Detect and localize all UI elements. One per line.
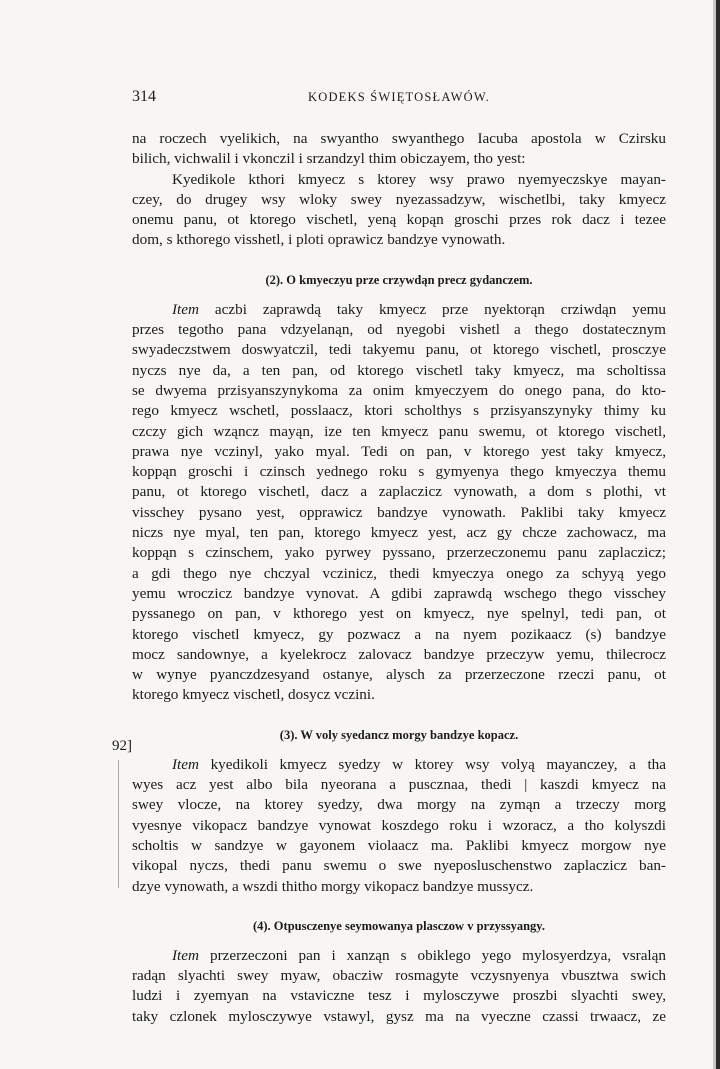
line-text: niczs nye myal, ten pan, ktorego kmyecz yest, acz gy chcze zachowacz, ma (132, 524, 666, 542)
line-text: radąn slyachti swey myaw, obacziw rosmagyte vczysnyenya vbusztwa swich (132, 967, 666, 985)
text-line (132, 401, 666, 421)
line-text: prawa nye vczinyl, yako myal. Tedi on pan, v ktorego yest taky kmyecz, (132, 442, 666, 460)
line-text: kyedikoli kmyecz syedzy w ktorey wsy volyą mayanczey, a tha (199, 755, 666, 773)
line-text: koppąn groschi i czinsch yednego roku s gymyenya thego kmyeczya themu (132, 463, 666, 481)
line-text: przerzeczoni pan i xanząn s obiklego yego mylosyerdzya, vsraląn (199, 946, 666, 964)
text-line (132, 966, 666, 986)
line-text: ktorego kmyecz vischetl, dosycz vczini. (132, 686, 375, 704)
page-header (132, 86, 666, 110)
section-heading: (2). O kmyeczyu prze crzywdąn precz gydanczem. (265, 272, 533, 287)
line-text: ktorego vischetl kmyecz, gy pozwacz a na nyem pozikaacz (s) bandzye (132, 625, 666, 643)
text-line (132, 442, 666, 462)
line-text: onemu panu, ot ktorego vischetl, yeną kopąn groschi przes rok dacz i tezee (132, 211, 666, 229)
item-word: Item (172, 300, 199, 318)
line-text: na roczech vyelikich, na swyantho swyanthego Iacuba apostola w Czirsku (132, 130, 666, 147)
text-line (132, 986, 666, 1006)
text-line (132, 1007, 666, 1027)
page-number: 314 (132, 88, 156, 105)
text-line (132, 775, 666, 795)
text-line (132, 625, 666, 645)
text-line (132, 381, 666, 401)
page-edge-fade (713, 0, 716, 1069)
text-line (132, 523, 666, 543)
text-line (132, 129, 666, 149)
text-line (132, 320, 666, 340)
line-text: vikopal nyczs, thedi panu swemu o swe nyeposluschenstwo zaplaczicz ban- (132, 857, 666, 875)
item-word: Item (172, 755, 199, 773)
line-text: czczy gich wząncz mayąn, ize ten kmyecz panu swemu, ot ktorego vischetl, (132, 422, 666, 440)
line-text: Kyedikole kthori kmyecz s ktorey wsy prawo nyemyeczskye mayan- (172, 170, 666, 188)
margin-note: 92] (112, 738, 132, 754)
section-heading: (4). Otpusczenye seymowanya plasczow v przyssyangy. (252, 918, 545, 933)
text-line (132, 300, 666, 320)
text-line (132, 856, 666, 876)
line-text: mocz sandownye, a kyelekrocz zalovacz bandzye przeczyw yemu, thilecrocz (132, 645, 666, 663)
running-title: KODEKS ŚWIĘTOSŁAWÓW. (307, 90, 491, 104)
text-line (132, 482, 666, 502)
text-line (132, 149, 666, 169)
text-line (132, 462, 666, 482)
line-text: wyes acz yest albo bila nyeorana a puscznaa, thedi | kaszdi kmyecz na (132, 776, 666, 794)
text-line (132, 685, 666, 705)
margin-mark-line (118, 760, 119, 888)
line-text: taky czlonek mylosczywye vstawyl, gysz ma na vyeczne czassi trwaacz, ze (132, 1007, 666, 1025)
line-text: yemu wroczicz bandzye vynovat. A gdibi zaprawdą wschego thego visschey (132, 584, 666, 602)
text-line (132, 361, 666, 381)
text-line (132, 170, 666, 190)
page-edge-shadow (716, 0, 720, 1069)
text-line (132, 422, 666, 442)
line-text: dom, s kthorego visshetl, i ploti oprawicz bandzye vynowath. (132, 231, 506, 249)
text-line (132, 946, 666, 966)
text-line (132, 795, 666, 815)
text-line (132, 543, 666, 563)
line-text: w wynye pyanczdzesyand ostanye, alysch za przerzeczone rzeczi panu, ot (132, 666, 666, 684)
text-line (132, 564, 666, 584)
text-line (132, 816, 666, 836)
text-line (132, 877, 666, 897)
text-line (132, 645, 666, 665)
text-line (132, 503, 666, 523)
text-line (132, 190, 666, 210)
line-text: koppąn s czinschem, yako pyrwey pyssano, przerzeczonemu panu zaplaczicz; (132, 544, 666, 562)
body-text (132, 129, 666, 1027)
line-text: visschey pysano yest, opprawicz bandzye vynowath. Paklibi taky kmyecz (132, 503, 666, 521)
line-text: czey, do drugey wsy wloky swey nyezassadzyw, wischetlbi, taky kmyecz (132, 190, 666, 208)
line-text: swey vlocze, na ktorey syedzy, dwa morgy na zymąn a trzeczy morg (132, 796, 666, 814)
line-text: se dwyema przisyanszynykoma za onim kmyeczyem do onego pana, do kto- (132, 381, 666, 399)
line-text: swyadeczstwem doswyatczil, tedi takyemu panu, ot ktorego vischetl, prosczye (132, 341, 666, 359)
line-text: dzye vynowath, a wszdi thitho morgy vikopacz bandzye mussycz. (132, 877, 534, 895)
text-line (132, 584, 666, 604)
section-heading: (3). W voly syedancz morgy bandzye kopacz. (279, 727, 519, 742)
text-line (132, 604, 666, 624)
text-line (132, 340, 666, 360)
line-text: przes tegotho pana vdzyelanąn, od nyegobi vishetl a thego dostatecznym (132, 321, 666, 339)
line-text: a gdi thego nye chczyal vczinicz, thedi kmyeczya onego za schyyą yego (132, 564, 666, 582)
line-text: vyesnye vikopacz bandzye vynowat koszdego roku i wzoracz, a tho kolyszdi (132, 816, 666, 834)
line-text: pyssanego on pan, v kthorego yest on kmyecz, nye spelnyl, tedi pan, ot (132, 605, 666, 623)
line-text: scholtis w sandzye w gayonem violaacz ma. Paklibi kmyecz morgow nye (132, 836, 666, 854)
text-line (132, 230, 666, 250)
line-text: rego kmyecz wschetl, posslaacz, ktori scholthys s przisyanszynyky thimy ku (132, 402, 666, 420)
line-text: panu, ot ktorego vischetl, dacz a zaplaczicz vynowath, a dom s plothi, vt (132, 483, 666, 501)
line-text: bilich, vichwalil i vkonczil i srzandzyl thim obiczayem, tho yest: (132, 150, 526, 168)
line-text: nyczs nye da, a ten pan, od ktorego vischetl taky kmyecz, ma scholtissa (132, 361, 666, 379)
line-text: aczbi zaprawdą taky kmyecz prze nyektorąn crziwdąn yemu (199, 300, 666, 318)
item-word: Item (172, 946, 199, 964)
text-line (132, 755, 666, 775)
text-line (132, 836, 666, 856)
text-line (132, 210, 666, 230)
text-line (132, 665, 666, 685)
line-text: ludzi i zyemyan na vstaviczne tesz i mylosczywe proszbi slyachti swey, (132, 987, 666, 1005)
